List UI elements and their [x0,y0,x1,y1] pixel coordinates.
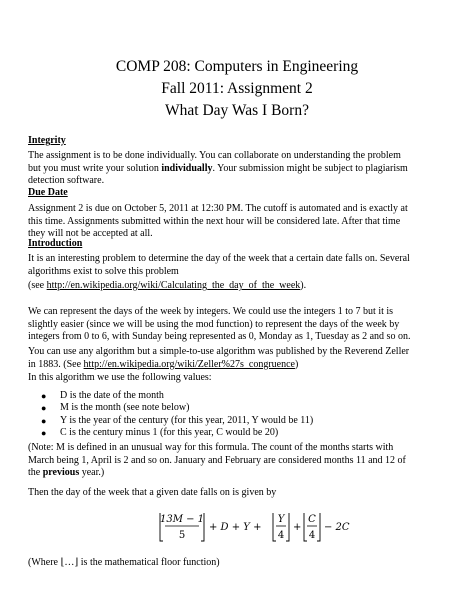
formula-numerator-2: Y [277,514,285,525]
values-intro: In this algorithm we use the following values: [28,372,212,383]
representation-line-1: We can represent the days of the week by integers. We could use the integers 1 to 7 but it is [28,306,394,317]
floor-note: (Where ⌊…⌋ is the mathematical floor function) [28,557,220,568]
bullet-icon: ● [41,428,47,439]
zeller-line-1: You can use any algorithm but a simple-to-use algorithm was published by the Reverend Zeller [28,346,410,357]
introduction-heading: Introduction [28,238,83,249]
formula-plus: + [293,522,302,533]
formula-denominator-3: 4 [308,530,316,541]
integrity-line-1: The assignment is to be done individually. You can collaborate on understanding the problem [28,150,401,161]
day-of-week-link[interactable]: http://en.wikipedia.org/wiki/Calculating_the_day_of_the_week [46,280,301,291]
formula-numerator-3: C [308,514,316,525]
intro-see-prefix: (see [28,280,47,291]
formula-intro: Then the day of the week that a given date falls on is given by [28,487,277,498]
integrity-text: but you must write your solution [28,162,162,174]
note-emphasis: previous [42,467,80,478]
bullet-icon: ● [41,391,47,401]
intro-line-1: It is an interesting problem to determine the day of the week that a certain date falls on. Several [28,253,410,264]
zeller-see-suffix: ) [294,358,299,370]
intro-see-line [28,280,458,293]
list-item-text: D is the date of the month [60,390,164,401]
formula-denominator-2: 4 [277,530,285,541]
course-title: COMP 208: Computers in Engineering [115,58,359,75]
zeller-congruence-link[interactable]: http://en.wikipedia.org/wiki/Zeller%27s_congruence [83,358,295,370]
representation-line-3: integers from 0 to 6, with Sunday being represented as 0, Monday as 1, Tuesday as 2 and so on. [28,331,411,342]
due-date-line-3: they will not be accepted at all. [28,228,153,239]
list-item [28,427,448,439]
assignment-title: Fall 2011: Assignment 2 [161,80,313,97]
due-date-line-1: Assignment 2 is due on October 5, 2011 at 12:30 PM. The cutoff is automated and is exactly at [28,203,408,214]
due-date-line-2: this time. Assignments submitted within the next hour will be considered late. After that time [28,215,401,227]
integrity-line-2 [28,163,458,176]
formula-numerator-1: 13M − 1 [159,514,205,525]
integrity-heading: Integrity [28,135,66,146]
list-item [28,415,448,427]
integrity-paragraph [28,150,458,188]
introduction-paragraph [28,253,458,278]
zeller-formula [156,509,356,545]
assignment-subtitle: What Day Was I Born? [165,102,309,119]
formula-tail: − 2C [324,522,350,533]
note-text: the [28,467,43,478]
integrity-text-end: . Your submission might be subject to plagiarism [212,162,408,174]
integrity-emphasis: individually [161,162,213,174]
integrity-line-3: detection software. [28,175,105,186]
intro-line-2: algorithms exist to solve this problem [28,265,179,277]
bullet-icon: ● [41,415,47,426]
list-item [28,402,448,414]
zeller-line-2 [28,359,458,372]
representation-paragraph [28,306,458,344]
intro-see-suffix: ). [300,280,307,291]
note-paragraph [28,442,458,480]
note-line-2: March being 1, April is 2 and so on. January and February are considered months 11 and 12 of [28,454,406,466]
list-item-text: M is the month (see note below) [60,402,190,414]
list-item [28,390,448,402]
note-line-3 [28,467,458,480]
zeller-see-prefix: in 1883. (See [28,358,84,370]
note-text-end: year.) [79,467,105,478]
values-list [28,390,448,440]
due-date-paragraph [28,203,458,241]
note-line-1: (Note: M is defined in an unusual way for this formula. The count of the months starts with [28,442,394,453]
formula-middle-terms: + D + Y + [209,522,262,533]
list-item-text: Y is the year of the century (for this year, 2011, Y would be 11) [60,414,314,426]
formula-denominator-1: 5 [178,530,186,541]
zeller-paragraph [28,346,458,371]
representation-line-2: slightly easier (since we will be using the mod function) to represent the days of the week by [28,318,400,330]
bullet-icon: ● [41,403,47,414]
due-date-heading: Due Date [28,187,68,198]
list-item-text: C is the century minus 1 (for this year, C would be 20) [60,427,279,439]
